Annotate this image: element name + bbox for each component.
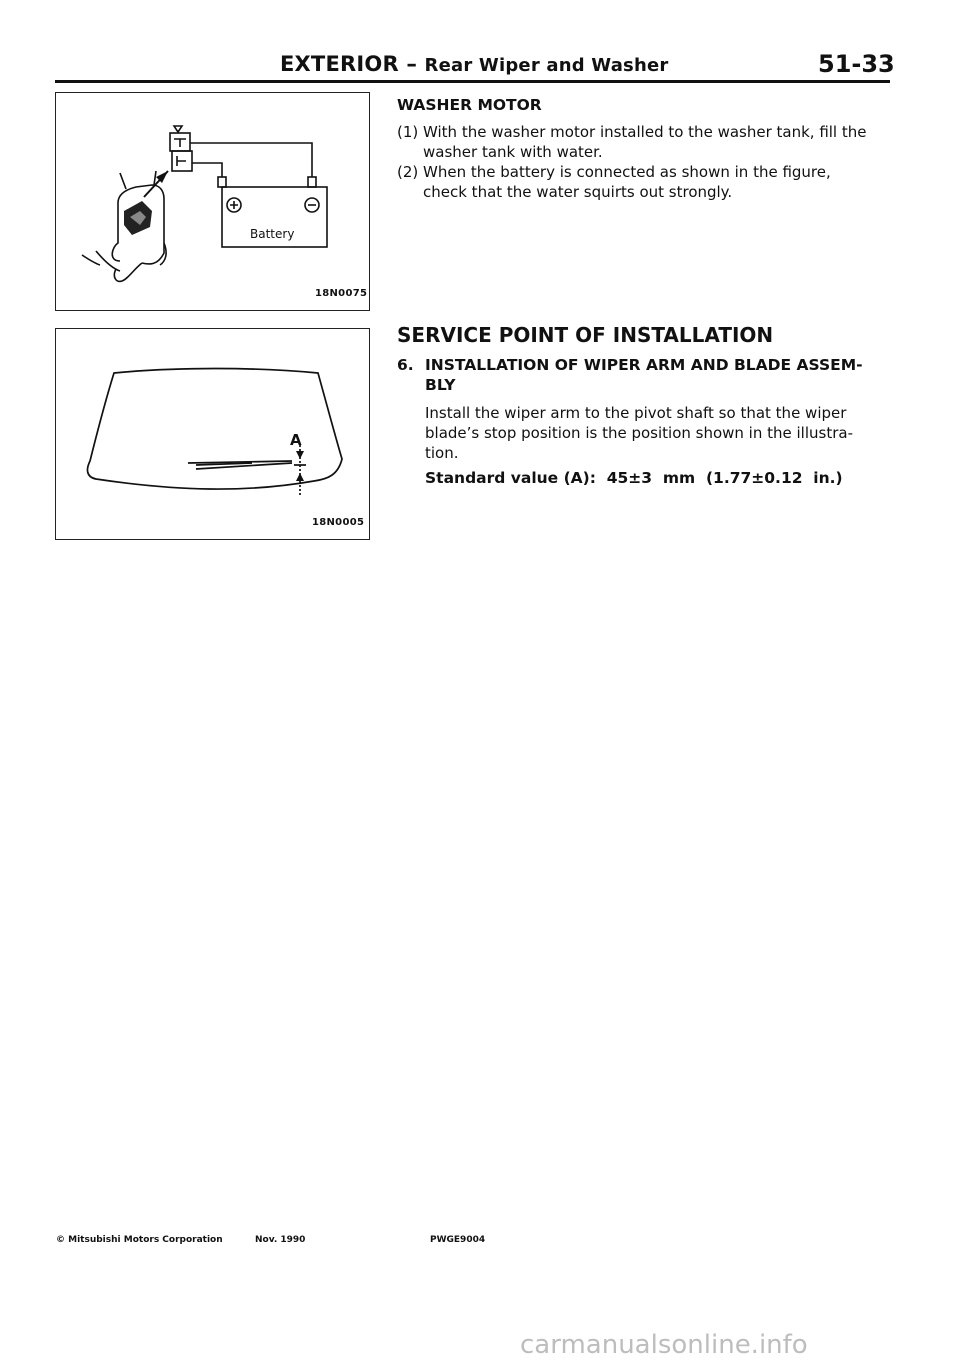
service-body-line-3: tion.	[425, 444, 459, 462]
service-body-line-2: blade’s stop position is the position shown in the illustra-	[425, 424, 853, 442]
service-heading: SERVICE POINT OF INSTALLATION	[397, 323, 774, 347]
service-body	[425, 403, 853, 463]
washer-motor-heading: WASHER MOTOR	[397, 96, 542, 114]
footer-code: PWGE9004	[430, 1235, 486, 1245]
service-item-number: 6.	[397, 356, 414, 374]
standard-value: Standard value (A): 45±3 mm (1.77±0.12 in.)	[425, 469, 843, 487]
footer-copyright: © Mitsubishi Motors Corporation	[56, 1235, 223, 1245]
figure-washer-battery	[55, 92, 370, 311]
service-item-title-line-2: BLY	[425, 376, 456, 394]
header-rule	[55, 80, 890, 83]
step-1-line-1: With the washer motor installed to the washer tank, fill the	[423, 123, 867, 141]
washer-motor-steps	[397, 122, 897, 202]
battery-label: Battery	[250, 227, 295, 241]
header-section: EXTERIOR –	[280, 52, 418, 76]
dimension-label-a: A	[290, 431, 302, 449]
figure2-code: 18N0005	[312, 517, 365, 528]
figure-wiper-position	[55, 328, 370, 540]
step-2	[397, 162, 897, 202]
footer-date: Nov. 1990	[255, 1235, 306, 1245]
page-number: 51-33	[818, 50, 895, 78]
washer-battery-diagram	[56, 93, 369, 310]
page-header-title	[280, 52, 668, 76]
step-2-line-2: check that the water squirts out strongly.	[423, 183, 733, 201]
service-body-line-1: Install the wiper arm to the pivot shaft so that the wiper	[425, 404, 847, 422]
step-1	[397, 122, 897, 162]
figure1-code: 18N0075	[315, 288, 368, 299]
wiper-diagram	[56, 329, 369, 539]
step-1-line-2: washer tank with water.	[423, 143, 603, 161]
service-item-title-line-1: INSTALLATION OF WIPER ARM AND BLADE ASSEM-	[425, 356, 863, 374]
step-2-number: (2)	[397, 163, 419, 181]
step-1-number: (1)	[397, 123, 419, 141]
watermark: carmanualsonline.info	[520, 1330, 808, 1360]
header-subsection: Rear Wiper and Washer	[424, 55, 669, 76]
step-2-line-1: When the battery is connected as shown in the figure,	[423, 163, 831, 181]
